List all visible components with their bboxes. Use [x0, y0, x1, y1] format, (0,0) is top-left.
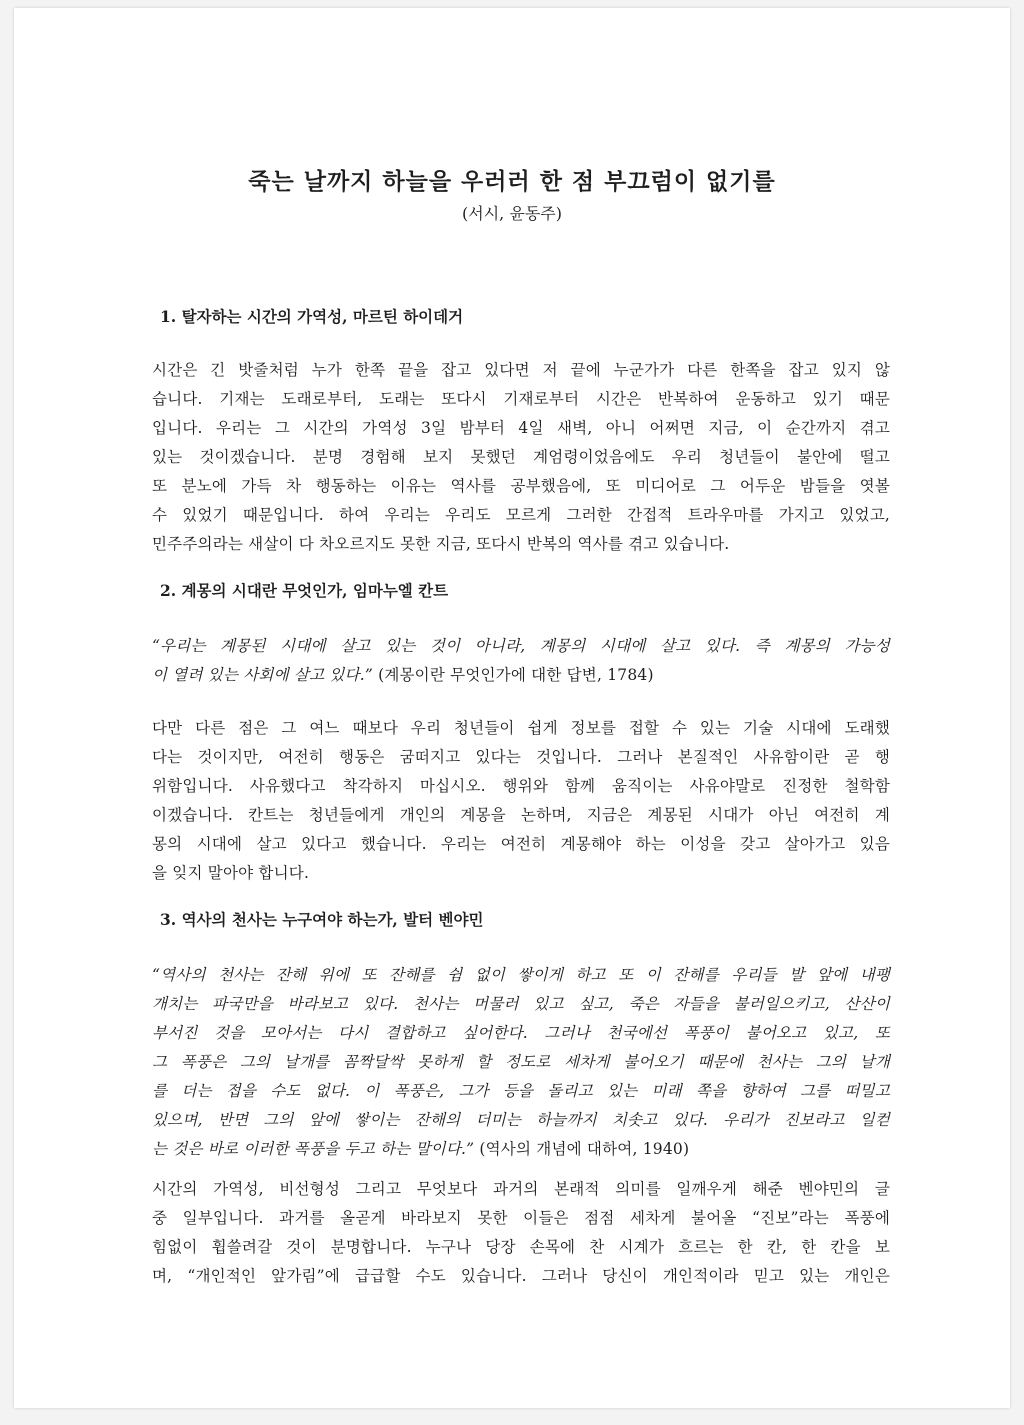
quote-line: [152, 1106, 890, 1135]
quote-line: [152, 1077, 890, 1106]
quote-line: [152, 1135, 890, 1164]
quote-line: [152, 990, 890, 1019]
quote-text: 부서진 것을 모아서는 다시 결합하고 싶어한다. 그러나 천국에선 폭풍이 불어오고 있고, 또: [152, 1024, 890, 1042]
quote-citation: (계몽이란 무엇인가에 대한 답변, 1784): [378, 666, 654, 684]
paragraph-line: 힘없이 휩쓸려갈 것이 분명합니다. 누구나 당장 손목에 찬 시계가 흐르는 한 칸, 한 칸을 보: [152, 1238, 890, 1256]
paragraph-line: 을 잊지 말아야 합니다.: [152, 864, 310, 882]
section-2-paragraph-1: [152, 714, 890, 888]
paragraph-line: 있는 것이겠습니다. 분명 경험해 보지 못했던 계엄령이었음에도 우리 청년들이 불안에 떨고: [152, 448, 890, 466]
paragraph-line: 위함입니다. 사유했다고 착각하지 마십시오. 행위와 함께 움직이는 사유야말로 진정한 철학함: [152, 777, 890, 795]
section-1-heading: 1. 탈자하는 시간의 가역성, 마르틴 하이데거: [160, 307, 464, 326]
paragraph-line: 민주주의라는 새살이 다 차오르지도 못한 지금, 또다시 반복의 역사를 겪고 있습니다.: [152, 535, 730, 553]
paragraph-line: 다만 다른 점은 그 여느 때보다 우리 청년들이 쉽게 정보를 접할 수 있는 기술 시대에 도래했: [152, 719, 890, 737]
document-subtitle: (서시, 윤동주): [462, 204, 562, 223]
section-1-paragraph-1: [152, 356, 890, 559]
quote-line: [152, 1019, 890, 1048]
paragraph-line: 이겠습니다. 칸트는 청년들에게 개인의 계몽을 논하며, 지금은 계몽된 시대가 아닌 여전히 계: [152, 806, 890, 824]
section-2-quote: [152, 632, 890, 690]
paragraph-line: 입니다. 우리는 그 시간의 가역성 3일 밤부터 4일 새벽, 아니 어쩌면 지금, 이 순간까지 겪고: [152, 419, 890, 437]
quote-line: [152, 632, 890, 661]
quote-text: 를 더는 접을 수도 없다. 이 폭풍은, 그가 등을 돌리고 있는 미래 쪽을 향하여 그를 떠밀고: [152, 1082, 890, 1100]
paragraph-line: 다는 것이지만, 여전히 행동은 굼떠지고 있다는 것입니다. 그러나 본질적인 사유함이란 곧 행: [152, 748, 890, 766]
paragraph-line: 시간은 긴 밧줄처럼 누가 한쪽 끝을 잡고 있다면 저 끝에 누군가가 다른 한쪽을 잡고 있지 않: [152, 361, 890, 379]
quote-text: 있으며, 반면 그의 앞에 쌓이는 잔해의 더미는 하늘까지 치솟고 있다. 우리가 진보라고 일컫: [152, 1111, 890, 1129]
quote-text: “우리는 계몽된 시대에 살고 있는 것이 아니라, 계몽의 시대에 살고 있다. 즉 계몽의 가능성: [152, 637, 890, 655]
quote-text: 는 것은 바로 이러한 폭풍을 두고 하는 말이다.”: [152, 1140, 480, 1158]
paragraph-line: 수 있었기 때문입니다. 하여 우리는 우리도 모르게 그러한 간접적 트라우마를 가지고 있었고,: [152, 506, 890, 524]
section-3-quote: [152, 961, 890, 1164]
paragraph-line: 시간의 가역성, 비선형성 그리고 무엇보다 과거의 본래적 의미를 일깨우게 해준 벤야민의 글: [152, 1180, 890, 1198]
quote-text: 그 폭풍은 그의 날개를 꼼짝달싹 못하게 할 정도로 세차게 불어오기 때문에 천사는 그의 날개: [152, 1053, 890, 1071]
paragraph-line: 며, “개인적인 앞가림”에 급급할 수도 있습니다. 그러나 당신이 개인적이라 믿고 있는 개인은: [152, 1267, 890, 1285]
quote-text: 이 열려 있는 사회에 살고 있다.”: [152, 666, 379, 684]
paragraph-line: 습니다. 기재는 도래로부터, 도래는 또다시 기재로부터 시간은 반복하여 운동하고 있기 때문: [152, 390, 890, 408]
quote-text: 개치는 파국만을 바라보고 있다. 천사는 머물러 있고 싶고, 죽은 자들을 불러일으키고, 산산이: [152, 995, 890, 1013]
document-page: [14, 8, 1010, 1408]
quote-line: [152, 961, 890, 990]
paragraph-line: 또 분노에 가득 차 행동하는 이유는 역사를 공부했음에, 또 미디어로 그 어두운 밤들을 엿볼: [152, 477, 890, 495]
paragraph-line: 중 일부입니다. 과거를 올곧게 바라보지 못한 이들은 점점 세차게 불어올 “진보”라는 폭풍에: [152, 1209, 890, 1227]
document-title: 죽는 날까지 하늘을 우러러 한 점 부끄럼이 없기를: [248, 168, 776, 195]
section-3-paragraph-1: [152, 1175, 890, 1291]
quote-line: [152, 1048, 890, 1077]
quote-line: [152, 661, 890, 690]
paragraph-line: 몽의 시대에 살고 있다고 했습니다. 우리는 여전히 계몽해야 하는 이성을 갖고 살아가고 있음: [152, 835, 890, 853]
section-2-heading: 2. 계몽의 시대란 무엇인가, 임마누엘 칸트: [160, 581, 449, 600]
section-3-heading: 3. 역사의 천사는 누구여야 하는가, 발터 벤야민: [160, 910, 484, 929]
quote-citation: (역사의 개념에 대하여, 1940): [479, 1140, 690, 1158]
quote-text: “역사의 천사는 잔해 위에 또 잔해를 쉼 없이 쌓이게 하고 또 이 잔해를 우리들 발 앞에 내팽: [152, 966, 890, 984]
